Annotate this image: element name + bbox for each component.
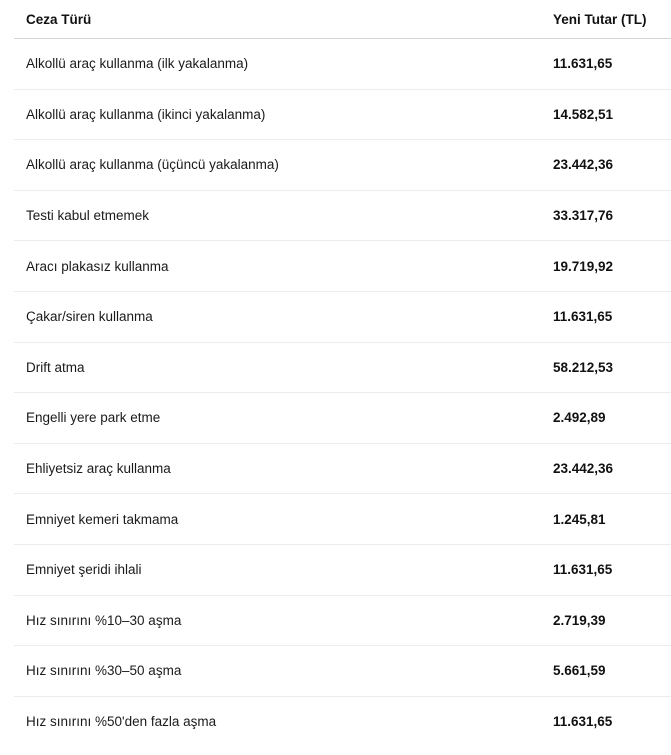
fine-amount-cell: 1.245,81 (541, 494, 671, 545)
fine-amount-cell: 58.212,53 (541, 342, 671, 393)
fine-type-cell: Drift atma (14, 342, 541, 393)
table-row (14, 393, 671, 444)
column-header-amount: Yeni Tutar (TL) (541, 0, 671, 39)
fine-type-cell: Çakar/siren kullanma (14, 291, 541, 342)
table-row (14, 190, 671, 241)
table-row (14, 241, 671, 292)
fine-type-cell: Hız sınırını %10–30 aşma (14, 595, 541, 646)
table-row (14, 494, 671, 545)
fine-type-cell: Hız sınırını %30–50 aşma (14, 646, 541, 697)
header-row (14, 0, 671, 39)
fine-amount-cell: 23.442,36 (541, 140, 671, 191)
fine-type-cell: Emniyet kemeri takmama (14, 494, 541, 545)
fine-type-cell: Hız sınırını %50'den fazla aşma (26, 714, 217, 730)
fine-type-cell: Alkollü araç kullanma (ikinci yakalanma) (14, 89, 541, 140)
table-row (14, 342, 671, 393)
fine-type-cell: Ehliyetsiz araç kullanma (14, 443, 541, 494)
fine-amount-cell: 23.442,36 (541, 443, 671, 494)
column-header-type: Ceza Türü (14, 0, 541, 39)
fine-type-cell: Emniyet şeridi ihlali (14, 544, 541, 595)
fine-amount-cell: 2.492,89 (541, 393, 671, 444)
table-row (14, 291, 671, 342)
table-row (14, 595, 671, 646)
fine-amount-cell: 5.661,59 (541, 646, 671, 697)
table-row (14, 89, 671, 140)
table-row (14, 39, 671, 90)
fines-table (14, 0, 671, 746)
fine-amount-cell: 14.582,51 (541, 89, 671, 140)
fine-type-cell: Aracı plakasız kullanma (14, 241, 541, 292)
fine-type-cell: Engelli yere park etme (14, 393, 541, 444)
table-row (14, 443, 671, 494)
fine-amount-cell: 11.631,65 (541, 291, 671, 342)
table-row (14, 696, 671, 746)
fine-amount-cell: 33.317,76 (541, 190, 671, 241)
fine-type-cell: Alkollü araç kullanma (üçüncü yakalanma) (14, 140, 541, 191)
fine-amount-cell: 11.631,65 (553, 714, 613, 730)
table-header (14, 0, 671, 39)
table-body (14, 39, 671, 747)
table-row (14, 544, 671, 595)
table-row (14, 646, 671, 697)
fine-amount-cell: 2.719,39 (541, 595, 671, 646)
fine-amount-cell: 19.719,92 (541, 241, 671, 292)
fine-amount-cell: 11.631,65 (541, 39, 671, 90)
fine-type-cell: Testi kabul etmemek (14, 190, 541, 241)
fine-type-cell: Alkollü araç kullanma (ilk yakalanma) (14, 39, 541, 90)
fine-amount-cell: 11.631,65 (541, 544, 671, 595)
table-row (14, 140, 671, 191)
